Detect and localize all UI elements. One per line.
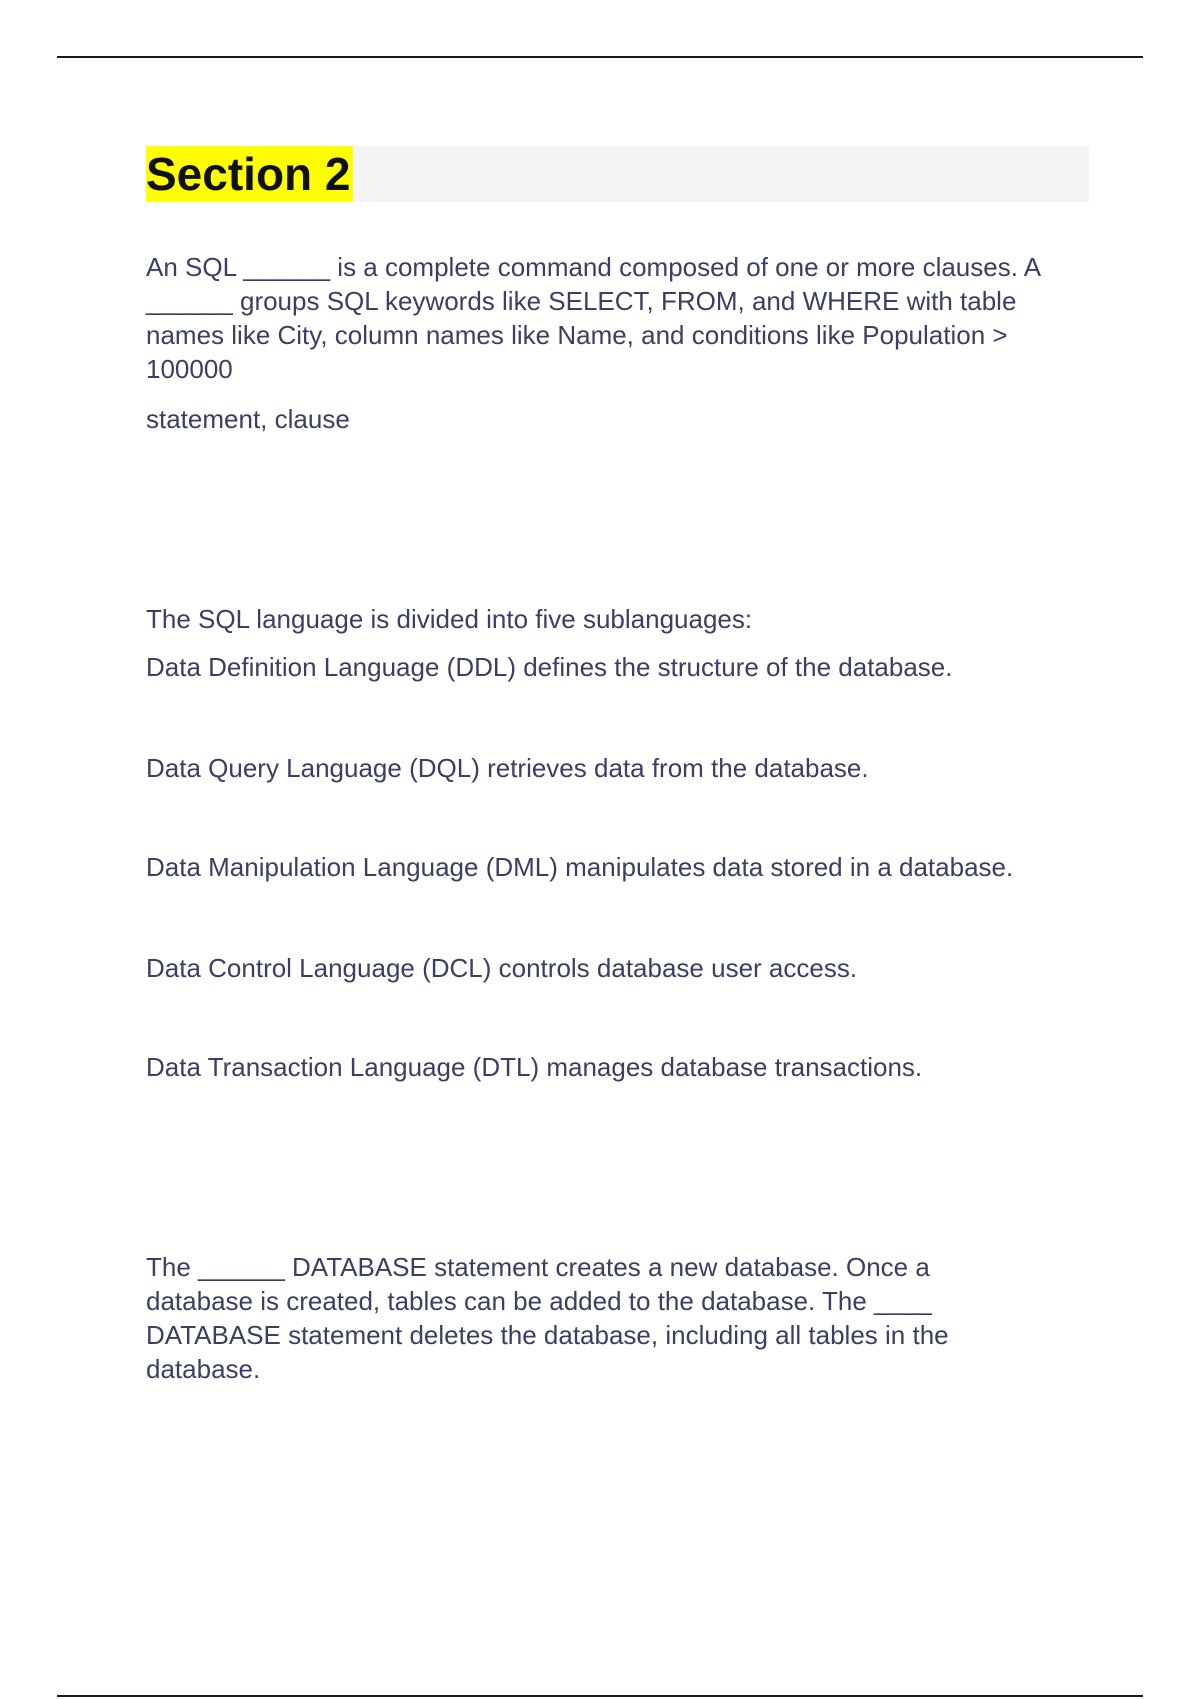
top-rule — [57, 56, 1143, 58]
sublanguage-dtl: Data Transaction Language (DTL) manages database transactions. — [146, 1052, 923, 1082]
question-sql-statement: An SQL ______ is a complete command composed of one or more clauses. A ______ groups SQL keywords like SELECT, FROM, and WHERE with table names like City, column names like Name, and conditions like Population > 100000 — [146, 252, 1040, 384]
sublanguage-ddl: Data Definition Language (DDL) defines the structure of the database. — [146, 652, 953, 682]
section-title: Section 2 — [146, 148, 351, 200]
answer-sql-statement: statement, clause — [146, 404, 350, 434]
sublanguages-intro: The SQL language is divided into five sublanguages: — [146, 604, 753, 634]
sublanguage-dml: Data Manipulation Language (DML) manipulates data stored in a database. — [146, 852, 1014, 882]
sublanguage-dql: Data Query Language (DQL) retrieves data from the database. — [146, 753, 869, 783]
bottom-rule — [57, 1695, 1143, 1697]
question-create-drop-database: The ______ DATABASE statement creates a new database. Once a database is created, tables can be added to the database. The ____ DATABASE statement deletes the database, including all tables in the database. — [146, 1252, 949, 1384]
sublanguage-dcl: Data Control Language (DCL) controls database user access. — [146, 953, 858, 983]
